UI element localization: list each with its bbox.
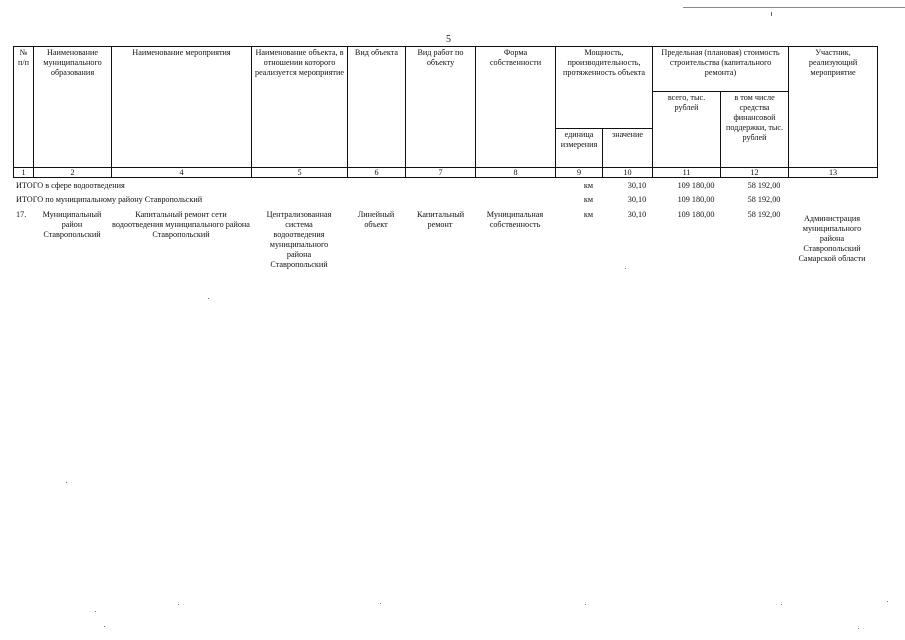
scan-speck: [208, 298, 209, 299]
row-unit: км: [583, 210, 594, 219]
total-label: ИТОГО по муниципальному району Ставропольский: [16, 195, 203, 204]
total-cost: 109 180,00: [677, 181, 715, 190]
total-support: 58 192,00: [747, 195, 781, 204]
total-support: 58 192,00: [747, 181, 781, 190]
header-value: значение: [603, 129, 653, 168]
row-object: Централизованная система водоотведения муниципального района Ставропольский: [266, 210, 332, 269]
row-measure: Капитальный ремонт сети водоотведения муниципального района Ставропольский: [112, 210, 250, 239]
col-number: 1: [14, 168, 34, 178]
header-num: № п/п: [14, 47, 34, 168]
row-work-type: Капитальный ремонт: [417, 210, 465, 229]
col-number: 9: [556, 168, 603, 178]
col-number: 7: [406, 168, 476, 178]
row-cost: 109 180,00: [677, 210, 715, 219]
col-number: 6: [348, 168, 406, 178]
scan-speck: [625, 268, 626, 269]
scan-speck: [380, 603, 381, 604]
header-cost-total: всего, тыс. рублей: [653, 92, 721, 168]
row-number: 17.: [16, 210, 27, 219]
header-work-type: Вид работ по объекту: [406, 47, 476, 168]
scan-speck: [178, 604, 179, 605]
header-unit: единица измерения: [556, 129, 603, 168]
column-number-row: [14, 168, 878, 178]
col-number: 10: [603, 168, 653, 178]
scan-speck: [104, 626, 105, 627]
row-support: 58 192,00: [747, 210, 781, 219]
total-value: 30,10: [627, 195, 647, 204]
header-object: Наименование объекта, в отношении которого реализуется мероприятие: [252, 47, 348, 168]
total-unit: км: [583, 195, 594, 204]
col-number: 13: [789, 168, 878, 178]
header-cost-support: в том числе средства финансовой поддержки, тыс. рублей: [721, 92, 789, 168]
header-object-type: Вид объекта: [348, 47, 406, 168]
header-cost: Предельная (плановая) стоимость строительства (капитального ремонта): [653, 47, 789, 92]
header-table: [13, 46, 878, 178]
top-edge-tick: [771, 12, 772, 16]
col-number: 8: [476, 168, 556, 178]
header-capacity: Мощность, производительность, протяженность объекта: [556, 47, 653, 129]
row-municipality: Муниципальный район Ставропольский: [42, 210, 102, 239]
total-unit: км: [583, 181, 594, 190]
total-cost: 109 180,00: [677, 195, 715, 204]
scan-speck: [95, 611, 96, 612]
total-label: ИТОГО в сфере водоотведения: [16, 181, 125, 190]
total-value: 30,10: [627, 181, 647, 190]
col-number: 12: [721, 168, 789, 178]
page-number: 5: [446, 34, 451, 45]
scan-speck: [781, 604, 782, 605]
scan-speck: [66, 482, 67, 483]
col-number: 4: [112, 168, 252, 178]
row-ownership: Муниципальная собственность: [486, 210, 544, 229]
row-object-type: Линейный объект: [357, 210, 395, 229]
scan-speck: [858, 628, 859, 629]
top-edge-rule: [683, 7, 905, 8]
header-ownership: Форма собственности: [476, 47, 556, 168]
scan-speck: [887, 601, 888, 602]
header-municipality: Наименование муниципального образования: [34, 47, 112, 168]
header-measure: Наименование мероприятия: [112, 47, 252, 168]
col-number: 5: [252, 168, 348, 178]
col-number: 2: [34, 168, 112, 178]
header-participant: Участник, реализующий мероприятие: [789, 47, 878, 168]
row-participant: Администрация муниципального района Ставропольский Самарской области: [798, 214, 866, 263]
scan-speck: [585, 604, 586, 605]
col-number: 11: [653, 168, 721, 178]
row-value: 30,10: [627, 210, 647, 219]
